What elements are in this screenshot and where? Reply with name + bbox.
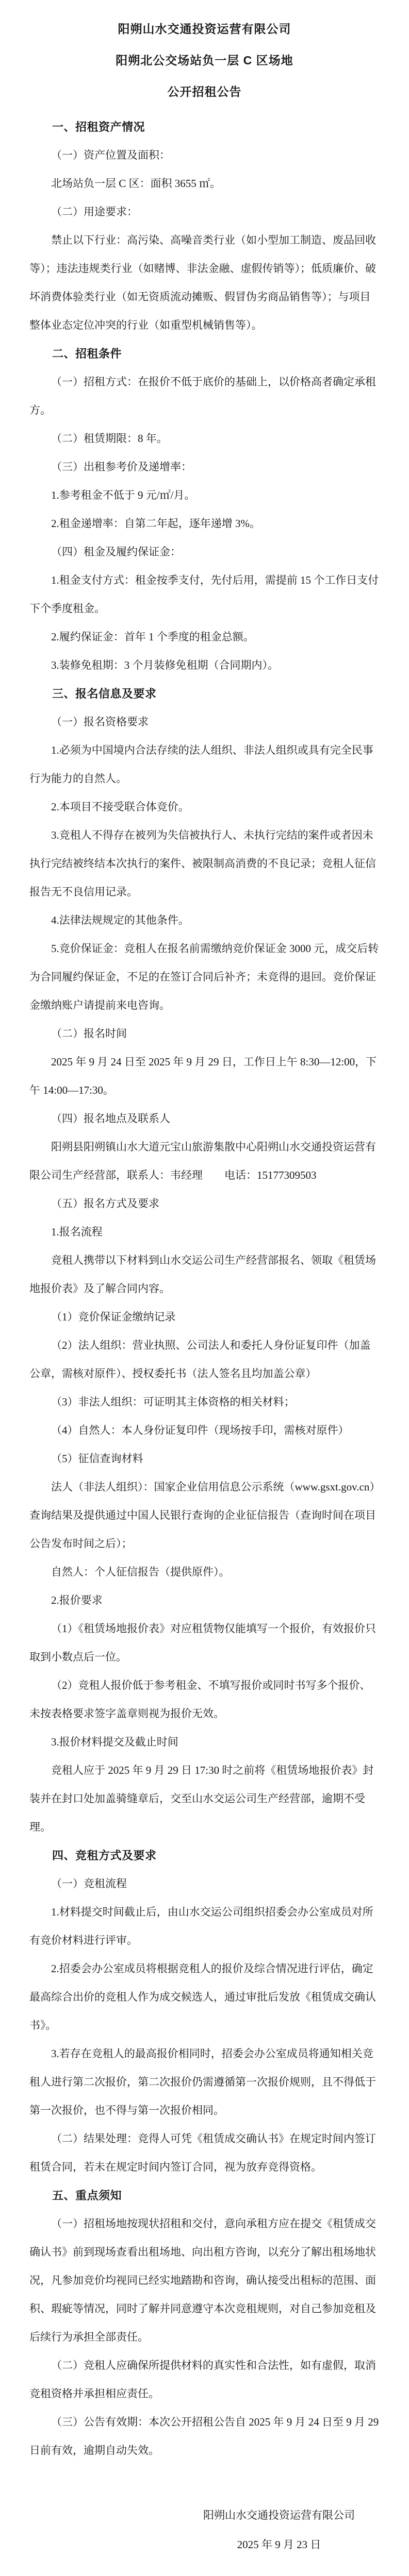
subsection-heading: （二）用途要求： [51, 206, 138, 218]
paragraph: 2025 年 9 月 24 日至 2025 年 9 月 29 日，工作日上午 8:30—12:00，下午 14:00—17:30。 [29, 1056, 377, 1096]
paragraph: 3.若存在竞租人的最高报价相同时，招委会办公室成员将通知相关竞租人进行第二次报价，第二次报价仍需遵循第一次报价规则，且不得低于第一次报价，也不得与第一次报价相同。 [29, 2047, 376, 2116]
subsection-heading: （五）报名方式及要求 [51, 1197, 159, 1210]
subsection-heading: （四）报名地点及联系人 [51, 1112, 170, 1125]
paragraph: （5）征信查询材料 [51, 1452, 143, 1465]
paragraph: 4.法律法规规定的其他条件。 [51, 914, 189, 926]
paragraph: 1.参考租金不低于 9 元/㎡/月。 [51, 489, 195, 501]
paragraph: 5.竞价保证金：竞租人在报名前需缴纳竞价保证金 3000 元，成交后转为合同履约保证金，不足的在签订合同后补齐；未竞得的退回。竞价保证金缴纳账户请提前来电咨询。 [29, 942, 379, 1011]
paragraph: （1）《租赁场地报价表》对应租赁物仅能填写一个报价，有效报价只取到小数点后一位。 [29, 1622, 376, 1663]
paragraph: 3.报价材料提交及截止时间 [51, 1736, 178, 1748]
paragraph: 竞租人携带以下材料到山水交运公司生产经营部报名、领取《租赁场地报价表》及了解合同内容。 [29, 1254, 376, 1295]
paragraph: 法人（非法人组织）：国家企业信用信息公示系统（www.gsxt.gov.cn）查询结果及提供通过中国人民银行查询的企业征信报告（查询时间在项目公告发布时间之后）； [29, 1481, 376, 1550]
paragraph: 2.租金递增率：自第二年起，逐年递增 3%。 [51, 517, 260, 530]
paragraph: 1.报名流程 [51, 1226, 103, 1238]
paragraph: 2.履约保证金：首年 1 个季度的租金总额。 [51, 631, 254, 643]
paragraph: 1.租金支付方式：租金按季支付，先付后用，需提前 15 个工作日支付下个季度租金。 [29, 574, 379, 615]
paragraph: 北场站负一层 C 区：面积 3655 ㎡。 [51, 177, 221, 190]
paragraph: （1）竞价保证金缴纳记录 [51, 1311, 176, 1323]
signature-date: 2025 年 9 月 23 日 [237, 2538, 321, 2551]
document-signature [203, 2501, 355, 2560]
paragraph: （4）自然人：本人身份证复印件（现场按手印，需核对原件） [51, 1424, 349, 1436]
section-heading: 五、重点须知 [52, 2189, 122, 2202]
paragraph: 阳朔县阳朔镇山水大道元宝山旅游集散中心阳朔山水交通投资运营有限公司生产经营部，联系人：韦经理 电话：15177309503 [29, 1141, 376, 1181]
section-heading: 四、竞租方式及要求 [52, 1849, 157, 1862]
paragraph: 3.装修免租期：3 个月装修免租期（合同期内）。 [51, 659, 279, 671]
paragraph: 自然人：个人征信报告（提供原件）。 [51, 1566, 230, 1578]
paragraph: 2.招委会办公室成员将根据竞租人的报价及综合情况进行评估，确定最高综合出价的竞租人作为成交候选人，通过审批后发放《租赁成交确认书》。 [29, 1962, 376, 2031]
section-heading: 二、招租条件 [52, 347, 122, 360]
subsection-heading: （二）租赁期限：8 年。 [51, 432, 168, 445]
subsection-heading: （一）招租场地按现状招租和交付，意向承租方应在提交《租赁成交确认书》前到现场查看出租场地、向出租方咨询，以充分了解出租场地状况，凡参加竞价均视同已经实地踏勘和咨询，确认接受出租标的范围、面积、瑕疵等情况，同时了解并同意遵守本次竞租规则，对自己参加竞租及后续行为承担全部责任。 [29, 2217, 376, 2343]
subsection-heading: （二）竞租人应确保所提供材料的真实性和合法性，如有虚假，取消竞租资格并承担相应责任。 [29, 2359, 376, 2400]
subsection-heading: （三）出租参考价及递增率： [51, 461, 192, 473]
document-title-line-2: 阳朔北公交场站负一层 C 区场地 [116, 54, 293, 67]
paragraph: （3）非法人组织：可证明其主体资格的相关材料； [51, 1396, 295, 1408]
subsection-heading: （二）结果处理：竞得人可凭《租赁成交确认书》在规定时间内签订租赁合同，若未在规定时间内签订合同，视为放弃竞得资格。 [29, 2132, 376, 2173]
subsection-heading: （一）资产位置及面积： [51, 149, 170, 161]
signature-company: 阳朔山水交通投资运营有限公司 [203, 2509, 355, 2521]
paragraph: 禁止以下行业：高污染、高噪音类行业（如小型加工制造、废品回收等）；违法违规类行业（如赌博、非法金融、虚假传销等）；低质廉价、破坏消费体验类行业（如无资质流动摊贩、假冒伪劣商品销售等）；与项目整体业态定位冲突的行业（如重型机械销售等）。 [29, 234, 376, 331]
paragraph: 1.必须为中国境内合法存续的法人组织、非法人组织或具有完全民事行为能力的自然人。 [29, 744, 373, 785]
subsection-heading: （一）招租方式：在报价不低于底价的基础上，以价格高者确定承租方。 [29, 376, 376, 416]
subsection-heading: （四）租金及履约保证金： [51, 546, 181, 558]
paragraph: （2）竞租人报价低于参考租金、不填写报价或同时书写多个报价、未按表格要求签字盖章则视为报价无效。 [29, 1679, 371, 1720]
subsection-heading: （一）报名资格要求 [51, 716, 149, 728]
document-body [29, 113, 380, 2465]
paragraph: （2）法人组织：营业执照、公司法人和委托人身份证复印件（加盖公章，需核对原件）、授权委托书（法人签名且均加盖公章） [29, 1339, 371, 1380]
paragraph: 2.本项目不接受联合体竞价。 [51, 801, 189, 813]
subsection-heading: （三）公告有效期：本次公开招租公告自 2025 年 9 月 24 日至 9 月 29 日前有效，逾期自动失效。 [29, 2416, 379, 2456]
section-heading: 一、招租资产情况 [52, 121, 145, 133]
section-heading: 三、报名信息及要求 [52, 687, 157, 700]
paragraph: 1.材料提交时间截止后，由山水交运公司组织招委会办公室成员对所有竞价材料进行评审。 [29, 1906, 373, 1946]
document-title-line-1: 阳朔山水交通投资运营有限公司 [118, 22, 291, 36]
paragraph: 2.报价要求 [51, 1594, 103, 1606]
subsection-heading: （一）竞租流程 [51, 1877, 127, 1890]
paragraph: 竞租人应于 2025 年 9 月 29 日 17:30 时之前将《租赁场地报价表》封装并在封口处加盖骑缝章后，交至山水交运公司生产经营部，逾期不受理。 [29, 1764, 374, 1833]
document-title-line-3: 公开招租公告 [167, 85, 242, 98]
paragraph: 3.竞租人不得存在被列为失信被执行人、未执行完结的案件或者因未执行完结被终结本次执行的案件、被限制高消费的不良记录；竞租人征信报告无不良信用记录。 [29, 829, 376, 898]
subsection-heading: （二）报名时间 [51, 1027, 127, 1040]
